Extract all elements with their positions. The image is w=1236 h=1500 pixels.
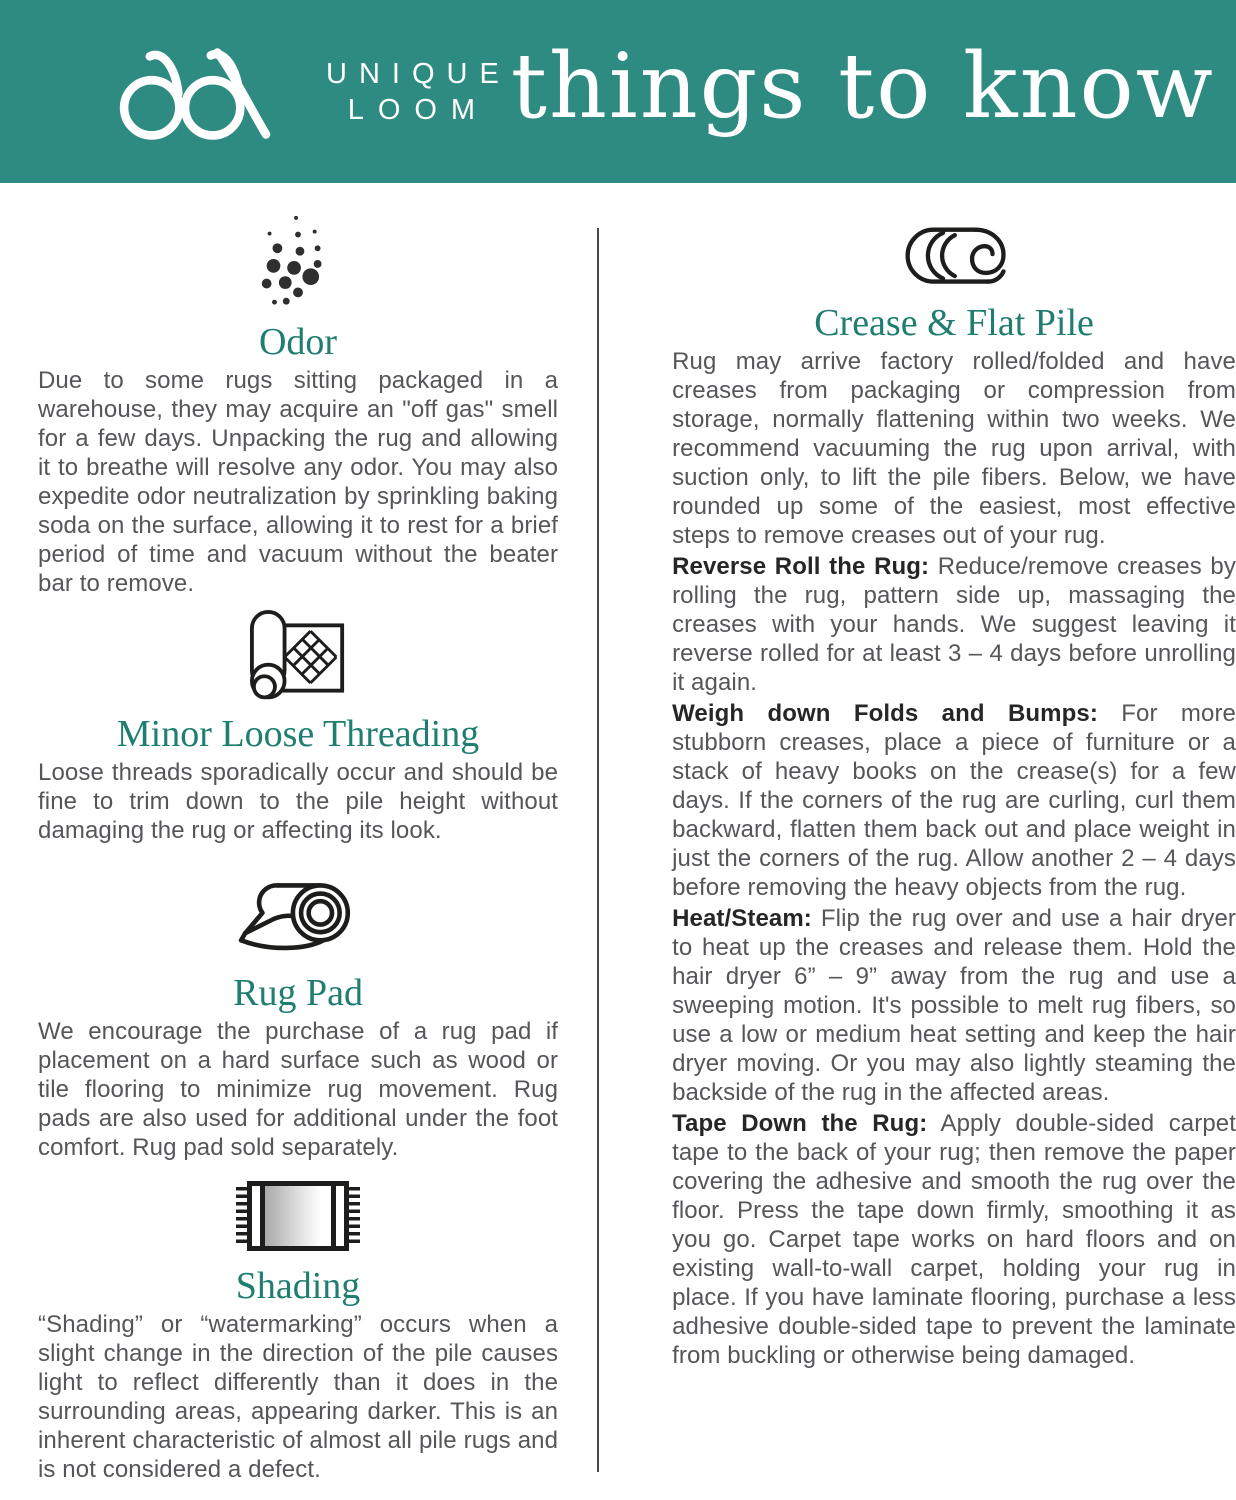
section-odor: [38, 207, 558, 598]
tip-text: For more stubborn creases, place a piece of furniture or a stack of heavy books on the crease(s) for a few days. If the corners of the rug are curling, curl them backward, flatten them back out and place weight in just the corners of the rug. Allow another 2 – 4 days before removing the heavy objects from the rug.: [672, 700, 1236, 901]
tip-text: Reduce/remove creases by rolling the rug, pattern side up, massaging the creases with your hands. We suggest leaving it reverse rolled for at least 3 – 4 days before unrolling it again.: [672, 553, 1236, 696]
section-body: We encourage the purchase of a rug pad if placement on a hard surface such as wood or tile flooring to minimize rug movement. Rug pads are also used for additional under the foot comfort. Rug pad sold separately.: [38, 1018, 559, 1161]
section-heading: Minor Loose Threading: [116, 713, 480, 755]
tip-tape-down: [672, 1109, 1236, 1370]
brand-line1: UNIQUE: [326, 57, 511, 90]
header-banner: [0, 0, 1236, 183]
section-shading: [38, 1178, 558, 1484]
rug-pad-roll-icon: [235, 873, 361, 967]
section-intro: Rug may arrive factory rolled/folded and have creases from packaging or compression from storage, normally flattening within two weeks. We recommend vacuuming the rug upon arrival, with suction only, to lift the pile fibers. Below, we have rounded up some of the easiest, most effective steps to remove creases out of your rug.: [672, 348, 1236, 549]
section-body: Loose threads sporadically occur and should be fine to trim down to the pile height without damaging the rug or affecting its look.: [38, 759, 559, 844]
section-heading: Rug Pad: [233, 972, 363, 1014]
odor-sprinkle-icon: [249, 210, 347, 312]
section-body: Due to some rugs sitting packaged in a warehouse, they may acquire an "off gas" smell for a few days. Unpacking the rug and allowing it to breathe will resolve any odor. You may also expedite odor neutralization by sprinkling baking soda on the surface, allowing it to rest for a brief period of time and vacuum without the beater bar to remove.: [38, 367, 559, 597]
section-rug-pad: [38, 865, 558, 1162]
tip-label: Weigh down Folds and Bumps:: [672, 700, 1098, 727]
left-column: [38, 183, 558, 1484]
unique-loom-logo-icon: [106, 44, 306, 144]
rolled-rug-icon: [887, 225, 1021, 291]
brand-line2: LOOM: [347, 93, 490, 126]
brand-name: [326, 56, 511, 128]
tip-weigh-down: [672, 699, 1236, 902]
tip-label: Tape Down the Rug:: [672, 1110, 928, 1137]
tip-heat-steam: [672, 904, 1236, 1107]
page-title: things to know: [510, 33, 1215, 139]
content-area: [0, 183, 1236, 1500]
tip-label: Heat/Steam:: [672, 905, 812, 932]
tip-label: Reverse Roll the Rug:: [672, 553, 930, 580]
section-body: “Shading” or “watermarking” occurs when a slight change in the direction of the pile causes light to reflect differently than it does in the surrounding areas, appearing darker. This is an inherent characteristic of almost all pile rugs and is not considered a defect.: [38, 1311, 559, 1483]
tip-reverse-roll: [672, 552, 1236, 697]
section-heading: Shading: [235, 1265, 361, 1307]
section-heading: Crease & Flat Pile: [814, 302, 1094, 344]
loose-thread-rug-icon: [242, 610, 354, 706]
tip-text: Apply double-sided carpet tape to the back of your rug; then remove the paper covering the adhesive and smooth the rug over the floor. Press the tape down firmly, smoothing it as you go. Carpet tape works on hard floors and on existing wall-to-wall carpet, holding your rug in place. If you have laminate flooring, purchase a less adhesive double-sided tape to prevent the laminate from buckling or otherwise being damaged.: [672, 1110, 1236, 1369]
right-column: [672, 183, 1236, 1484]
section-heading: Odor: [258, 321, 338, 363]
tip-text: Flip the rug over and use a hair dryer to heat up the creases and release them. Hold the hair dryer 6” – 9” away from the rug and use a sweeping motion. It's possible to melt rug fibers, so use a low or medium heat setting and keep the hair dryer moving. Or you may also lightly steaming the backside of the rug in the affected areas.: [672, 905, 1236, 1106]
shaded-rug-icon: [236, 1180, 360, 1252]
column-divider: [597, 228, 599, 1472]
section-crease-flat-pile: [672, 223, 1236, 1370]
section-loose-threading: [38, 610, 558, 845]
